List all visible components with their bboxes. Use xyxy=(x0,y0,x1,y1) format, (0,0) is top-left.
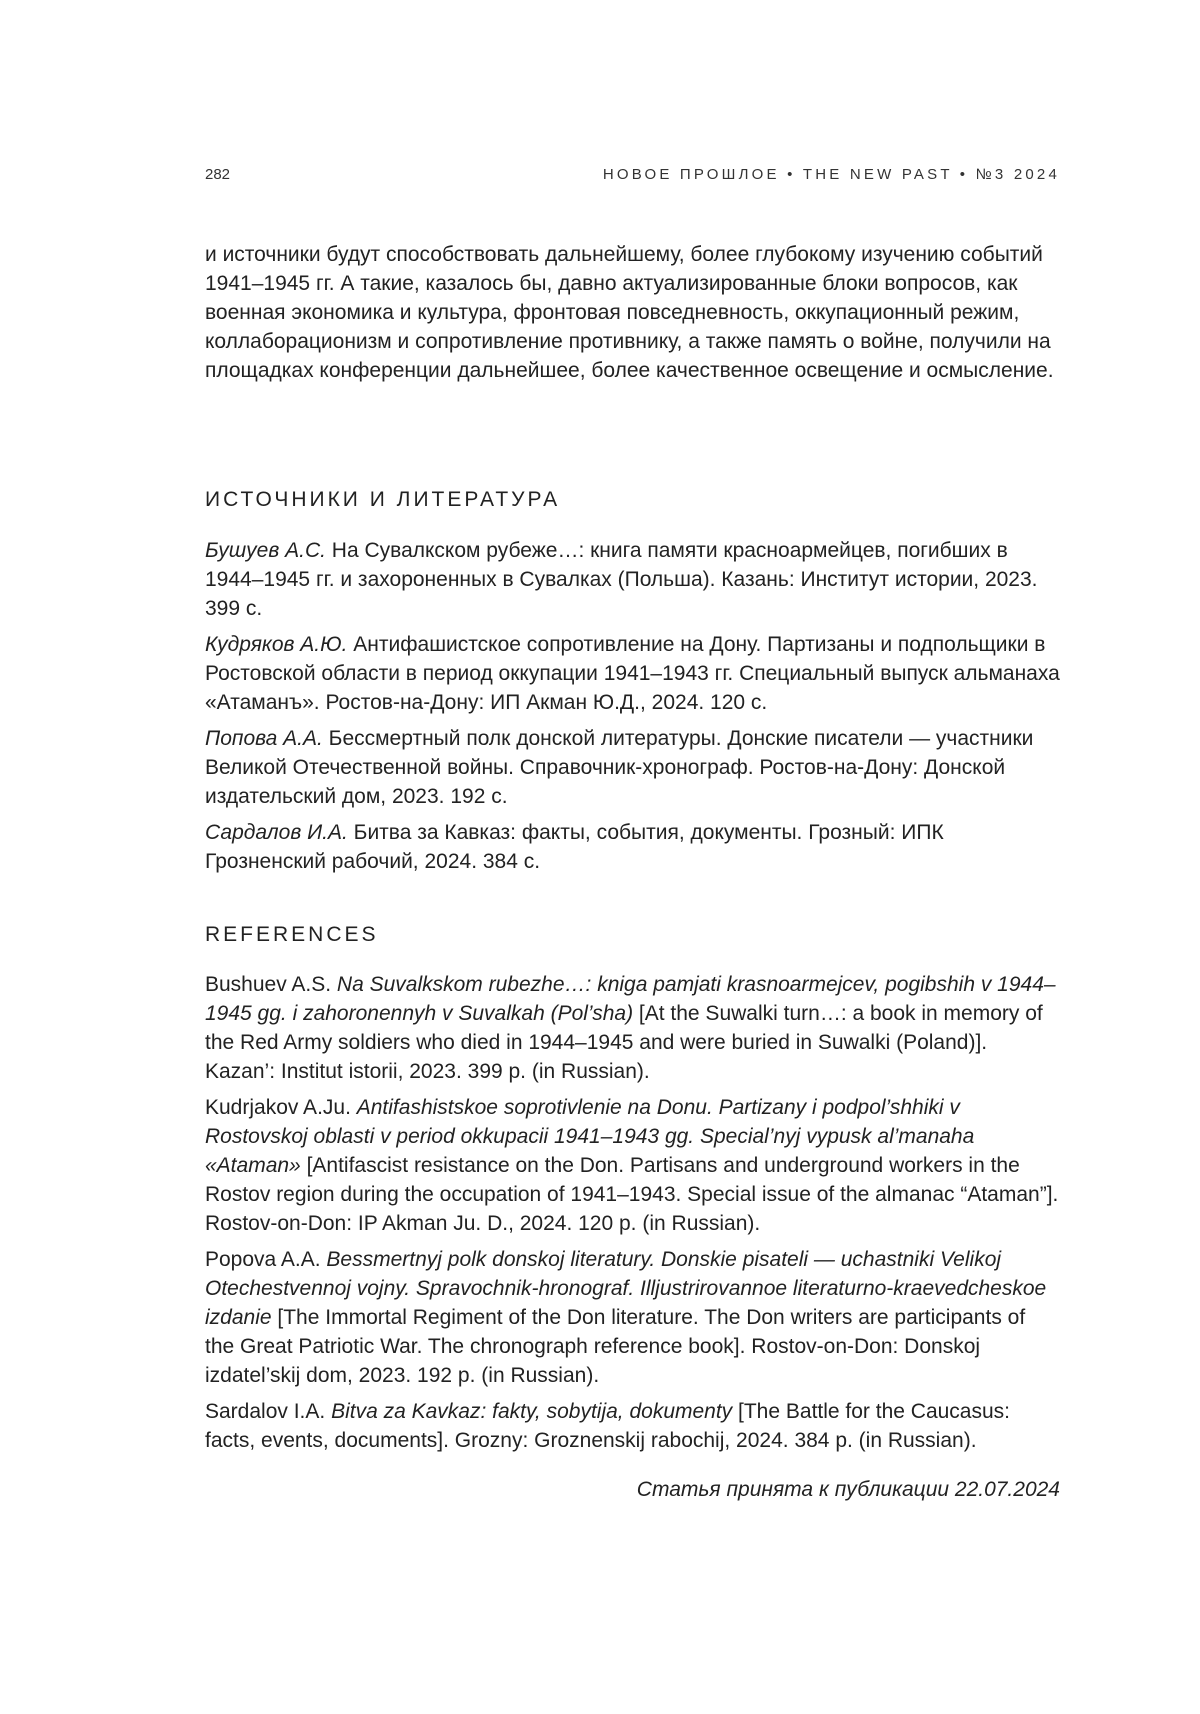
reference-item xyxy=(205,1245,1060,1390)
journal-title: НОВОЕ ПРОШЛОЕ • THE NEW PAST • №3 2024 xyxy=(602,166,1060,183)
reference-author: Sardalov I.A. xyxy=(205,1400,332,1423)
source-author: Бушуев А.С. xyxy=(205,539,326,562)
source-author: Сардалов И.А. xyxy=(205,821,348,844)
reference-item xyxy=(205,1093,1060,1238)
references-list xyxy=(205,970,1060,1455)
source-text: Антифашистское сопротивление на Дону. Партизаны и подпольщики в Ростовской области в период оккупации 1941–1943 гг. Специальный выпуск альманаха «Атаманъ». Ростов-на-Дону: ИП Акман Ю.Д., 2024. 120 с. xyxy=(205,633,1060,714)
reference-author: Bushuev A.S. xyxy=(205,973,337,996)
source-item xyxy=(205,818,1060,876)
reference-title: Na Suvalkskom rubezhe…: kniga pamjati krasnoarmejcev, pogibshih v 1944–1945 gg. i zahoronennyh v Suvalkah (Pol’sha) xyxy=(205,973,1056,1025)
reference-title: Bessmertnyj polk donskoj literatury. Donskie pisateli — uchastniki Velikoj Otechestvennoj vojny. Spravochnik-hronograf. Illjustrirovannoe literaturno-kraevedcheskoe izdanie xyxy=(205,1248,1047,1329)
source-item xyxy=(205,630,1060,717)
source-text: Битва за Кавказ: факты, события, документы. Грозный: ИПК Грозненский рабочий, 2024. 384 с. xyxy=(205,821,944,873)
body-paragraph: и источники будут способствовать дальнейшему, более глубокому изучению событий 1941–1945 гг. А такие, казалось бы, давно актуализированные блоки вопросов, как военная экономика и культура, фронтовая повседневность, оккупационный режим, коллаборационизм и сопротивление противнику, а также память о войне, получили на площадках конференции дальнейшее, более качественное освещение и осмысление. xyxy=(205,243,1054,382)
reference-title: Antifashistskoe soprotivlenie na Donu. Partizany i podpol’shhiki v Rostovskoj oblasti v period okkupacii 1941–1943 gg. Special’nyj vypusk al’manaha «Ataman» xyxy=(205,1096,975,1177)
source-text: На Сувалкском рубеже…: книга памяти красноармейцев, погибших в 1944–1945 гг. и захороненных в Сувалках (Польша). Казань: Институт истории, 2023. 399 с. xyxy=(205,539,1038,620)
reference-title: Bitva za Kavkaz: fakty, sobytija, dokumenty xyxy=(331,1400,733,1423)
reference-author: Kudrjakov A.Ju. xyxy=(205,1096,357,1119)
page-number: 282 xyxy=(205,166,231,183)
sources-list xyxy=(205,536,1060,876)
source-author: Попова А.А. xyxy=(205,727,323,750)
reference-item xyxy=(205,970,1060,1086)
source-item xyxy=(205,724,1060,811)
references-heading: REFERENCES xyxy=(205,923,379,946)
source-item xyxy=(205,536,1060,623)
reference-item xyxy=(205,1397,1060,1455)
reference-rest: [At the Suwalki turn…: a book in memory of the Red Army soldiers who died in 1944–1945 and were buried in Suwalki (Poland)]. Kazan’: Institut istorii, 2023. 399 p. (in Russian). xyxy=(205,1002,1043,1083)
sources-heading: ИСТОЧНИКИ И ЛИТЕРАТУРА xyxy=(205,488,561,511)
reference-rest: [The Battle for the Caucasus: facts, events, documents]. Grozny: Groznenskij rabochij, 2024. 384 p. (in Russian). xyxy=(205,1400,1010,1452)
source-author: Кудряков А.Ю. xyxy=(205,633,348,656)
source-text: Бессмертный полк донской литературы. Донские писатели — участники Великой Отечественной войны. Справочник-хронограф. Ростов-на-Дону: Донской издательский дом, 2023. 192 с. xyxy=(205,727,1034,808)
reference-author: Popova A.A. xyxy=(205,1248,327,1271)
running-head xyxy=(205,166,1060,183)
acceptance-note: Статья принята к публикации 22.07.2024 xyxy=(636,1478,1060,1501)
reference-rest: [The Immortal Regiment of the Don literature. The Don writers are participants of the Great Patriotic War. The chronograph reference book]. Rostov-on-Don: Donskoj izdatel’skij dom, 2023. 192 p. (in Russian). xyxy=(205,1306,1026,1387)
reference-rest: [Antifascist resistance on the Don. Partisans and underground workers in the Rostov region during the occupation of 1941–1943. Special issue of the almanac “Ataman”]. Rostov-on-Don: IP Akman Ju. D., 2024. 120 p. (in Russian). xyxy=(205,1154,1059,1235)
